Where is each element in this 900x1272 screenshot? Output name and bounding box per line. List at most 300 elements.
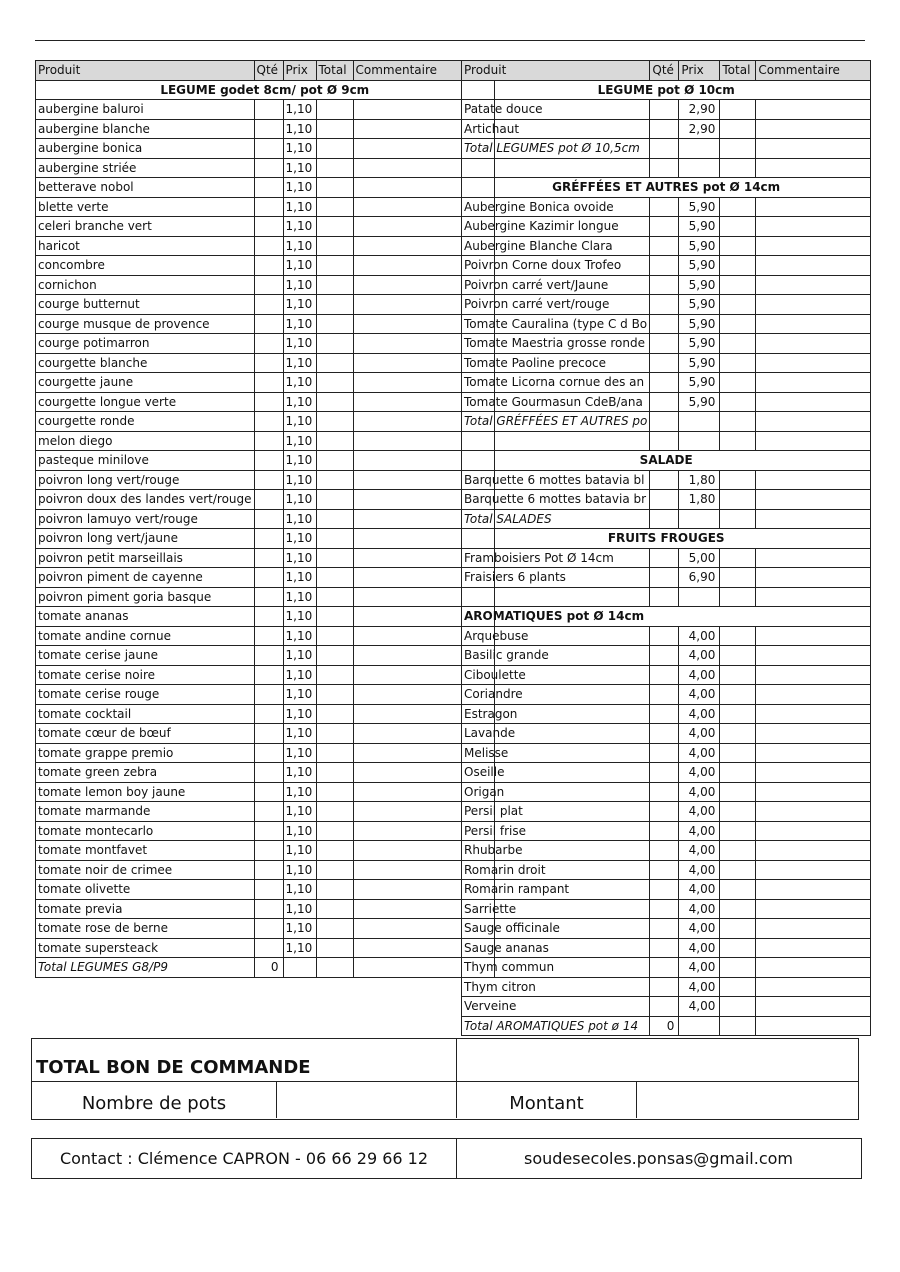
price: 1,10 [283,529,316,549]
product-name: Total LEGUMES pot Ø 10,5cm [462,139,650,159]
qty-field[interactable] [254,919,283,939]
product-row [462,353,871,373]
comment-field[interactable] [756,802,871,822]
qty-field[interactable] [650,373,679,393]
product-row [36,607,495,627]
price: 4,00 [679,743,720,763]
amount-value-field[interactable] [636,1081,858,1118]
section-title: LEGUME pot Ø 10cm [462,80,871,100]
product-name: Basilic grande [462,646,650,666]
pots-value-field[interactable] [276,1081,457,1118]
product-name: aubergine bonica [36,139,255,159]
product-row [36,938,495,958]
comment-field[interactable] [756,568,871,588]
comment-field[interactable] [756,548,871,568]
product-row [462,665,871,685]
qty-field[interactable] [650,100,679,120]
qty-field[interactable] [254,412,283,432]
total-field [316,665,353,685]
product-row [36,646,495,666]
qty-field[interactable] [254,490,283,510]
total-field [720,412,756,432]
comment-field[interactable] [756,880,871,900]
product-row [36,821,495,841]
product-name: Thym commun [462,958,650,978]
comment-field[interactable] [756,1016,871,1036]
comment-field[interactable] [756,490,871,510]
total-field [316,626,353,646]
price [679,412,720,432]
qty-field[interactable] [650,899,679,919]
price: 1,10 [283,509,316,529]
total-field [316,568,353,588]
qty-field[interactable] [254,587,283,607]
comment-field[interactable] [756,841,871,861]
qty-field[interactable] [650,139,679,159]
price: 1,10 [283,919,316,939]
price: 5,90 [679,373,720,393]
qty-field[interactable] [650,802,679,822]
product-name: tomate cerise rouge [36,685,255,705]
qty-field[interactable] [254,724,283,744]
comment-field[interactable] [756,977,871,997]
qty-field[interactable] [254,119,283,139]
product-name: tomate noir de crimee [36,860,255,880]
qty-field[interactable] [254,841,283,861]
qty-field[interactable] [254,295,283,315]
product-row [36,509,495,529]
price: 1,10 [283,275,316,295]
total-field [720,119,756,139]
product-row [36,353,495,373]
price: 1,10 [283,197,316,217]
qty-field[interactable] [650,626,679,646]
qty-field[interactable] [650,353,679,373]
total-field [316,958,353,978]
comment-field[interactable] [756,392,871,412]
qty-field[interactable] [254,568,283,588]
qty-field[interactable] [254,763,283,783]
product-row [462,802,871,822]
section-title: SALADE [462,451,871,471]
product-name: Poivron carré vert/Jaune [462,275,650,295]
product-name: poivron lamuyo vert/rouge [36,509,255,529]
comment-field[interactable] [756,314,871,334]
comment-field[interactable] [756,919,871,939]
left-order-table [35,60,495,978]
qty-field[interactable] [254,685,283,705]
price: 5,90 [679,353,720,373]
total-field [720,782,756,802]
product-name: poivron long vert/jaune [36,529,255,549]
comment-field[interactable] [756,197,871,217]
total-field [720,197,756,217]
total-field [720,236,756,256]
qty-field[interactable] [650,314,679,334]
qty-field[interactable] [254,158,283,178]
comment-field[interactable] [756,782,871,802]
total-field [316,490,353,510]
product-name: tomate rose de berne [36,919,255,939]
qty-field[interactable] [254,782,283,802]
qty-field[interactable] [650,919,679,939]
qty-field[interactable] [650,334,679,354]
product-name: Persil frise [462,821,650,841]
product-name: Verveine [462,997,650,1017]
qty-field[interactable] [254,275,283,295]
product-name: Melisse [462,743,650,763]
product-name [462,587,650,607]
qty-field[interactable] [650,763,679,783]
qty-field[interactable] [650,392,679,412]
product-name: Sauge ananas [462,938,650,958]
qty-field[interactable] [650,548,679,568]
qty-field[interactable] [254,470,283,490]
product-row [36,314,495,334]
section-title: FRUITS FROUGES [462,529,871,549]
total-field [316,470,353,490]
price [679,587,720,607]
qty-field[interactable] [254,880,283,900]
product-row [36,841,495,861]
qty-field[interactable] [254,607,283,627]
qty-field[interactable] [650,275,679,295]
header-row [36,61,495,81]
total-field [316,392,353,412]
qty-field[interactable] [254,431,283,451]
price: 1,10 [283,665,316,685]
price: 1,10 [283,704,316,724]
qty-field[interactable] [254,704,283,724]
product-row [36,626,495,646]
total-field [316,782,353,802]
product-name: courge musque de provence [36,314,255,334]
total-field [720,860,756,880]
product-name: poivron doux des landes vert/rouge [36,490,255,510]
column-header: Total [720,61,756,81]
qty-field[interactable] [254,860,283,880]
qty-field[interactable] [650,509,679,529]
product-row [462,470,871,490]
column-header: Qté [650,61,679,81]
header-row [462,61,871,81]
qty-field[interactable] [650,295,679,315]
product-row [462,431,871,451]
qty-field[interactable] [650,977,679,997]
qty-field[interactable] [254,100,283,120]
contact-email[interactable]: soudesecoles.ponsas@gmail.com [524,1149,793,1168]
product-name [462,158,650,178]
product-name: Poivron carré vert/rouge [462,295,650,315]
total-field [720,490,756,510]
total-field [720,509,756,529]
price: 6,90 [679,568,720,588]
product-name: tomate ananas [36,607,255,627]
comment-field[interactable] [756,236,871,256]
qty-field[interactable]: 0 [650,1016,679,1036]
qty-field[interactable] [254,899,283,919]
qty-field[interactable] [650,236,679,256]
price: 4,00 [679,938,720,958]
comment-field[interactable] [756,412,871,432]
product-name: tomate andine cornue [36,626,255,646]
total-field [316,899,353,919]
price: 1,10 [283,431,316,451]
qty-field[interactable] [650,158,679,178]
qty-field[interactable] [650,704,679,724]
qty-field[interactable] [254,743,283,763]
total-field [316,685,353,705]
total-field [316,841,353,861]
qty-field[interactable] [254,646,283,666]
price: 4,00 [679,626,720,646]
column-header: Produit [36,61,255,81]
qty-field[interactable] [254,529,283,549]
product-name: poivron piment de cayenne [36,568,255,588]
column-header: Commentaire [756,61,871,81]
comment-field[interactable] [756,217,871,237]
product-name: Total GRÉFFÉES ET AUTRES po [462,412,650,432]
qty-field[interactable] [254,392,283,412]
comment-field[interactable] [756,958,871,978]
qty-field[interactable] [650,119,679,139]
total-field [316,724,353,744]
comment-field[interactable] [756,139,871,159]
product-row [36,568,495,588]
section-row [36,80,495,100]
qty-field[interactable] [650,490,679,510]
price: 1,10 [283,217,316,237]
qty-field[interactable] [254,821,283,841]
comment-field[interactable] [756,587,871,607]
comment-field[interactable] [756,295,871,315]
comment-field[interactable] [756,275,871,295]
comment-field[interactable] [756,373,871,393]
comment-field[interactable] [756,353,871,373]
product-row [36,548,495,568]
price: 4,00 [679,782,720,802]
qty-field[interactable] [650,938,679,958]
total-field [316,334,353,354]
qty-field[interactable] [650,860,679,880]
qty-field[interactable] [254,256,283,276]
qty-field[interactable] [650,997,679,1017]
product-name: melon diego [36,431,255,451]
product-name: tomate marmande [36,802,255,822]
price: 5,90 [679,256,720,276]
product-name: Aubergine Bonica ovoide [462,197,650,217]
product-name: aubergine striée [36,158,255,178]
qty-field[interactable] [650,724,679,744]
qty-field[interactable] [254,334,283,354]
product-name: tomate green zebra [36,763,255,783]
product-name: haricot [36,236,255,256]
product-name: tomate cerise jaune [36,646,255,666]
comment-field[interactable] [756,431,871,451]
product-row [36,139,495,159]
product-name: Fraisiers 6 plants [462,568,650,588]
price [679,139,720,159]
qty-field[interactable] [650,743,679,763]
qty-field[interactable] [254,236,283,256]
qty-field[interactable] [650,782,679,802]
product-name: tomate montfavet [36,841,255,861]
product-name: Tomate Paoline precoce [462,353,650,373]
comment-field[interactable] [756,158,871,178]
comment-field[interactable] [756,646,871,666]
qty-field[interactable] [650,217,679,237]
qty-field[interactable] [254,938,283,958]
right-order-table [461,60,871,1036]
qty-field[interactable] [650,958,679,978]
qty-field[interactable] [254,451,283,471]
price: 1,10 [283,392,316,412]
total-row [462,509,871,529]
price: 1,10 [283,899,316,919]
qty-field[interactable]: 0 [254,958,283,978]
qty-field[interactable] [254,353,283,373]
qty-field[interactable] [254,139,283,159]
product-name: Poivron Corne doux Trofeo [462,256,650,276]
product-row [36,373,495,393]
comment-field[interactable] [756,100,871,120]
product-name: Patate douce [462,100,650,120]
price: 4,00 [679,685,720,705]
total-row [36,958,495,978]
comment-field[interactable] [756,997,871,1017]
qty-field[interactable] [254,665,283,685]
product-row [36,587,495,607]
product-name: betterave nobol [36,178,255,198]
price: 1,10 [283,100,316,120]
comment-field[interactable] [756,860,871,880]
price: 1,10 [283,607,316,627]
product-name: Barquette 6 mottes batavia br [462,490,650,510]
price: 4,00 [679,841,720,861]
qty-field[interactable] [650,412,679,432]
price [283,958,316,978]
price: 1,10 [283,802,316,822]
price: 5,90 [679,217,720,237]
product-name: Lavande [462,724,650,744]
comment-field[interactable] [756,626,871,646]
qty-field[interactable] [650,646,679,666]
price: 4,00 [679,860,720,880]
total-field [720,685,756,705]
product-row [462,119,871,139]
qty-field[interactable] [254,178,283,198]
qty-field[interactable] [650,587,679,607]
product-name: tomate previa [36,899,255,919]
product-name: pasteque minilove [36,451,255,471]
qty-field[interactable] [254,626,283,646]
qty-field[interactable] [650,470,679,490]
product-row [462,158,871,178]
comment-field[interactable] [756,704,871,724]
comment-field[interactable] [756,763,871,783]
product-row [36,100,495,120]
price: 1,10 [283,685,316,705]
qty-field[interactable] [650,256,679,276]
total-field [316,743,353,763]
comment-field[interactable] [756,256,871,276]
section-title: AROMATIQUES pot Ø 14cm [462,607,871,627]
comment-field[interactable] [756,743,871,763]
price: 1,10 [283,178,316,198]
total-field [316,412,353,432]
qty-field[interactable] [254,548,283,568]
product-row [36,665,495,685]
section-row [462,529,871,549]
product-row [462,314,871,334]
qty-field[interactable] [650,665,679,685]
product-name: celeri branche vert [36,217,255,237]
comment-field[interactable] [756,509,871,529]
product-name: Ciboulette [462,665,650,685]
comment-field[interactable] [756,334,871,354]
total-field [316,860,353,880]
comment-field[interactable] [756,470,871,490]
qty-field[interactable] [650,821,679,841]
price: 1,80 [679,470,720,490]
comment-field[interactable] [756,119,871,139]
price: 1,80 [679,490,720,510]
qty-field[interactable] [254,509,283,529]
qty-field[interactable] [650,841,679,861]
total-field [316,158,353,178]
total-field [720,626,756,646]
price: 1,10 [283,295,316,315]
qty-field[interactable] [650,568,679,588]
qty-field[interactable] [254,314,283,334]
comment-field[interactable] [756,685,871,705]
comment-field[interactable] [756,938,871,958]
product-row [36,782,495,802]
section-row [462,80,871,100]
product-name: tomate olivette [36,880,255,900]
qty-field[interactable] [254,197,283,217]
product-name: Framboisiers Pot Ø 14cm [462,548,650,568]
price: 2,90 [679,119,720,139]
price: 4,00 [679,763,720,783]
qty-field[interactable] [650,880,679,900]
product-row [462,899,871,919]
product-row [462,587,871,607]
product-row [36,158,495,178]
price: 1,10 [283,782,316,802]
price: 5,90 [679,197,720,217]
total-field [720,958,756,978]
total-field [720,704,756,724]
qty-field[interactable] [650,197,679,217]
comment-field[interactable] [756,899,871,919]
qty-field[interactable] [650,431,679,451]
qty-field[interactable] [254,217,283,237]
comment-field[interactable] [756,665,871,685]
qty-field[interactable] [254,802,283,822]
product-row [462,197,871,217]
product-name: poivron long vert/rouge [36,470,255,490]
product-name: tomate cocktail [36,704,255,724]
total-field [316,451,353,471]
price: 1,10 [283,470,316,490]
total-field [316,314,353,334]
comment-field[interactable] [756,724,871,744]
comment-field[interactable] [756,821,871,841]
qty-field[interactable] [254,373,283,393]
total-field [720,548,756,568]
qty-field[interactable] [650,685,679,705]
